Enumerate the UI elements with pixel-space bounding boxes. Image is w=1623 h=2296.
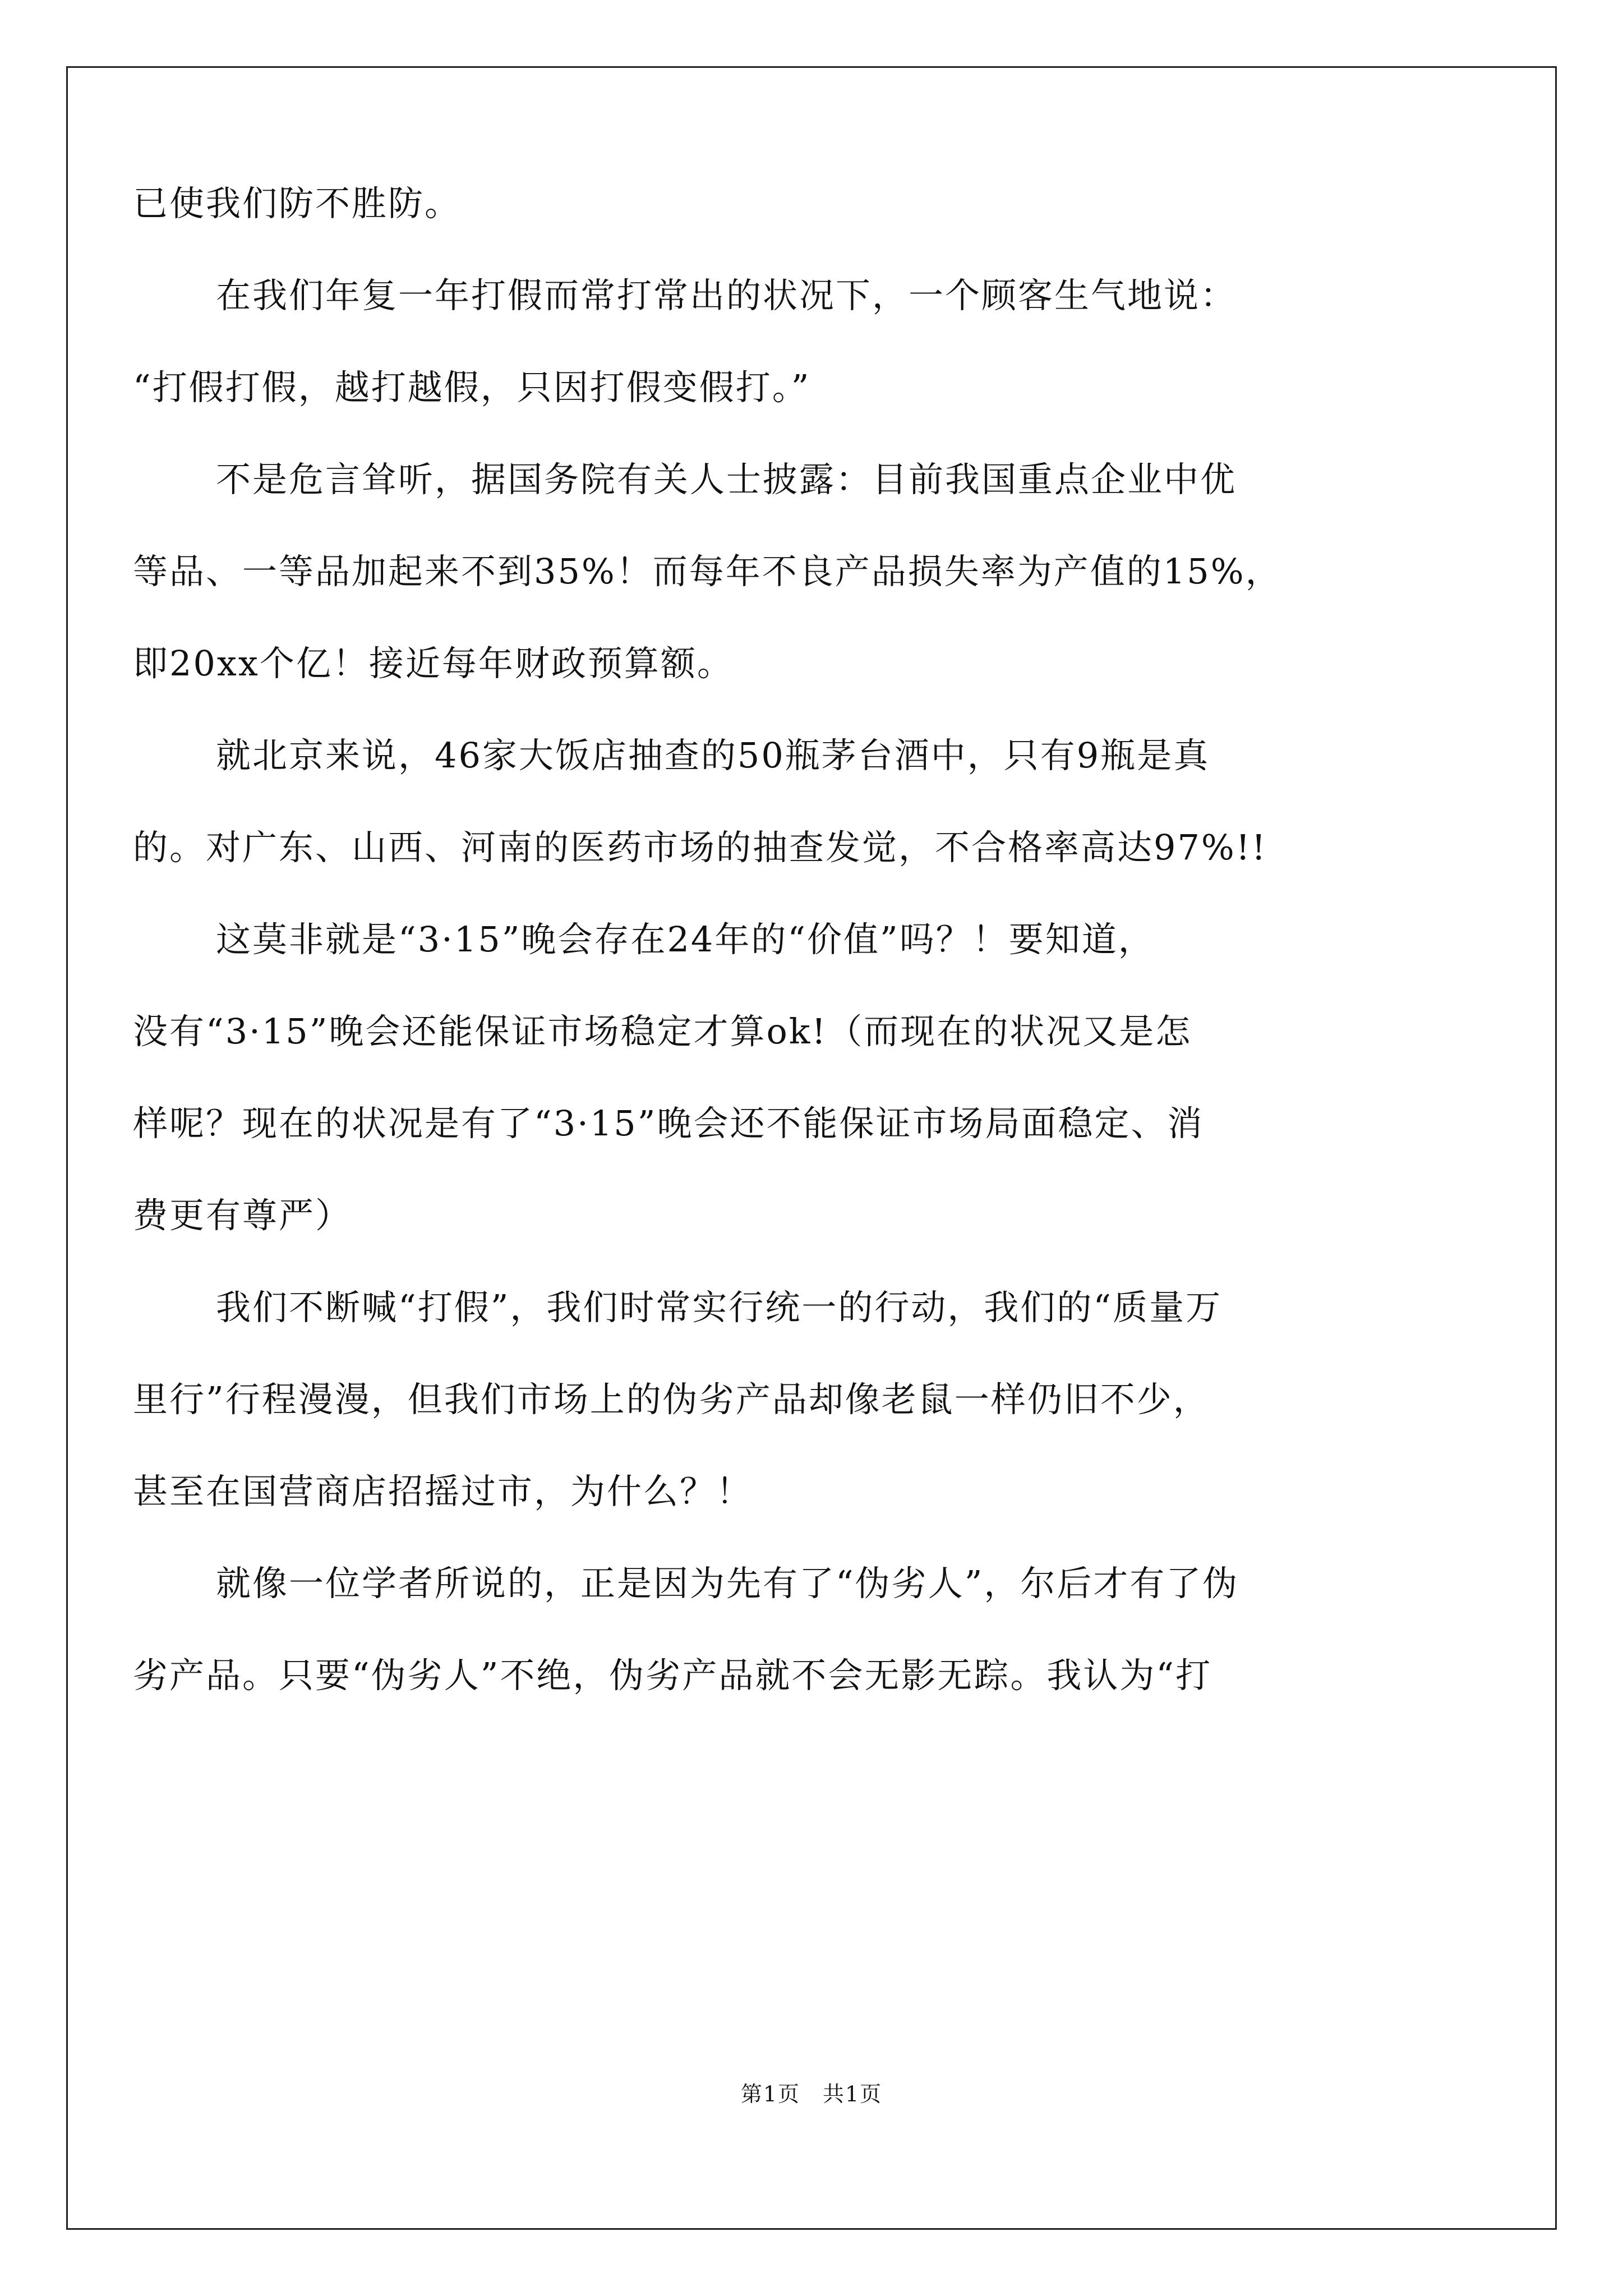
paragraph-line: 就北京来说，46家大饭店抽查的50瓶茅台酒中，只有9瓶是真 — [216, 735, 1210, 776]
paragraph-line: 我们不断喊“打假”，我们时常实行统一的行动，我们的“质量万 — [216, 1287, 1223, 1328]
paragraph-line: 没有“3·15”晚会还能保证市场稳定才算ok!（而现在的状况又是怎 — [133, 1011, 1192, 1052]
paragraph-line: 即20xx个亿！接近每年财政预算额。 — [133, 643, 734, 684]
paragraph-line: 就像一位学者所说的，正是因为先有了“伪劣人”，尔后才有了伪 — [216, 1563, 1239, 1604]
paragraph-line: 样呢？现在的状况是有了“3·15”晚会还不能保证市场局面稳定、消 — [133, 1103, 1204, 1144]
paragraph-line: 这莫非就是“3·15”晚会存在24年的“价值”吗？！要知道， — [216, 919, 1155, 960]
paragraph-line: 等品、一等品加起来不到35%！而每年不良产品损失率为产值的15%， — [133, 551, 1282, 592]
page-number-footer: 第1页 共1页 — [740, 2082, 883, 2106]
paragraph-line: 已使我们防不胜防。 — [133, 183, 462, 224]
paragraph-line: 甚至在国营商店招摇过市，为什么？！ — [133, 1471, 753, 1512]
paragraph-line: 不是危言耸听，据国务院有关人士披露：目前我国重点企业中优 — [216, 459, 1237, 500]
paragraph-line: 的。对广东、山西、河南的医药市场的抽查发觉，不合格率高达97%!! — [133, 827, 1267, 868]
paragraph-line: 里行”行程漫漫，但我们市场上的伪劣产品却像老鼠一样仍旧不少， — [133, 1379, 1210, 1420]
paragraph-line: “打假打假，越打越假，只因打假变假打。” — [133, 367, 811, 408]
paragraph-line: 在我们年复一年打假而常打常出的状况下，一个顾客生气地说： — [216, 275, 1237, 316]
paragraph-line: 费更有尊严） — [133, 1195, 352, 1236]
paragraph-line: 劣产品。只要“伪劣人”不绝，伪劣产品就不会无影无踪。我认为“打 — [133, 1655, 1212, 1696]
